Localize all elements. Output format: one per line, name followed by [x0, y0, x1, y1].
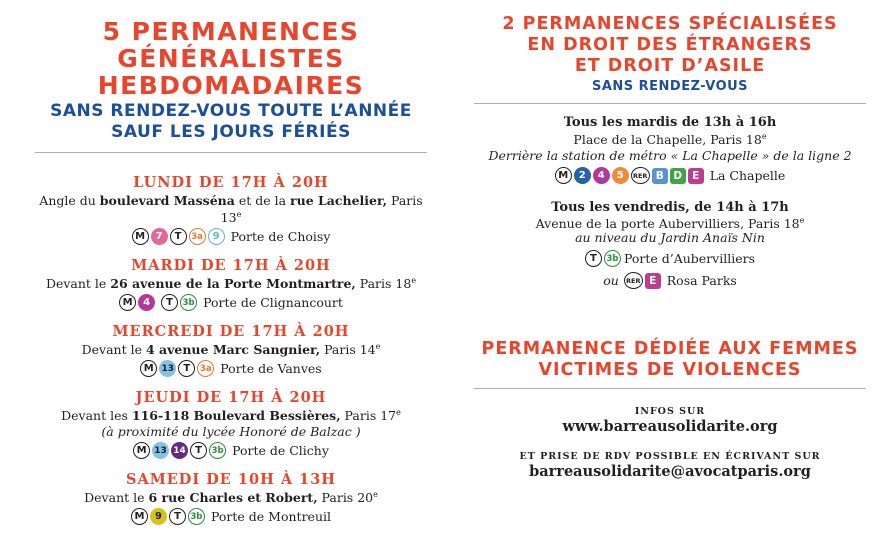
session-day: MARDI DE 17H À 20H — [131, 257, 331, 274]
tram-line-3a-icon: 3a — [197, 360, 214, 377]
address-street: 116-118 Boulevard Bessières, — [131, 408, 341, 423]
transit-info-alt — [474, 270, 866, 291]
place-text: Place de la Chapelle, Paris 18 — [573, 132, 762, 147]
address-city: Paris 17 — [340, 408, 397, 423]
station-name: La Chapelle — [709, 167, 786, 183]
address-text: et de la — [234, 193, 291, 208]
specialized-title-line-1: 2 PERMANENCES SPÉCIALISÉES — [502, 14, 838, 34]
address-street: 6 rue Charles et Robert, — [148, 490, 318, 505]
metro-icon: M — [132, 228, 149, 245]
rer-icon: RER — [624, 272, 643, 289]
session-address — [35, 192, 427, 226]
specialized-title-line-3: ET DROIT D’ASILE — [574, 56, 766, 76]
address-text: Devant le — [81, 342, 146, 357]
address-text: Angle du — [39, 193, 100, 208]
rer-e-icon: E — [645, 273, 661, 289]
arrondissement-suffix: e — [761, 131, 767, 141]
transit-info — [35, 226, 427, 247]
tram-icon: T — [585, 250, 602, 267]
arrondissement-suffix: e — [396, 407, 401, 417]
metro-line-4-icon: 4 — [593, 167, 610, 184]
address-street: 26 avenue de la Porte Montmartre, — [110, 276, 356, 291]
general-subtitle-line-2: SAUF LES JOURS FÉRIÉS — [111, 122, 351, 142]
address-text: Devant le — [45, 276, 111, 291]
metro-icon: M — [133, 442, 150, 459]
session-thursday — [35, 389, 427, 461]
station-name: Porte de Montreuil — [211, 508, 331, 524]
address-city: Paris 20 — [317, 490, 374, 505]
session-address — [35, 489, 427, 506]
specialized-title — [474, 14, 866, 77]
session-tuesday — [35, 257, 427, 313]
session-address — [35, 341, 427, 358]
tram-line-3b-icon: 3b — [180, 294, 197, 311]
general-subtitle — [35, 101, 427, 143]
rer-d-icon: D — [670, 168, 686, 184]
session-place — [474, 216, 866, 231]
tram-icon: T — [161, 294, 178, 311]
tram-icon: T — [170, 228, 187, 245]
general-permanences-section — [35, 0, 427, 527]
station-name: Porte d’Aubervilliers — [623, 250, 756, 266]
station-name: Rosa Parks — [666, 272, 737, 288]
session-when: Tous les vendredis, de 14h à 17h — [551, 200, 789, 215]
general-subtitle-line-1: SANS RENDEZ-VOUS TOUTE L’ANNÉE — [50, 101, 412, 121]
session-place — [474, 131, 866, 148]
tram-icon: T — [169, 508, 186, 525]
address-street-2: rue Lachelier, — [290, 193, 388, 208]
specialized-title-line-2: EN DROIT DES ÉTRANGERS — [527, 35, 813, 55]
women-title-line-1: PERMANENCE DÉDIÉE AUX FEMMES — [481, 339, 859, 359]
session-address — [35, 275, 427, 292]
tram-line-3b-icon: 3b — [209, 442, 226, 459]
arrondissement-suffix: e — [375, 341, 381, 351]
transit-info — [35, 440, 427, 461]
website-link[interactable]: www.barreausolidarite.org — [562, 418, 778, 435]
session-address — [35, 407, 427, 424]
divider — [35, 152, 427, 153]
general-title-line-1: 5 PERMANENCES — [102, 17, 360, 46]
session-day: JEUDI DE 17H À 20H — [135, 389, 327, 406]
transit-info — [35, 292, 427, 313]
transit-info — [35, 506, 427, 527]
transit-info — [35, 358, 427, 379]
general-title — [35, 18, 427, 99]
metro-line-13-icon: 13 — [159, 360, 176, 377]
metro-icon: M — [131, 508, 148, 525]
session-saturday — [35, 471, 427, 527]
station-name: Porte de Vanves — [220, 360, 322, 376]
metro-line-9-icon: 9 — [150, 508, 167, 525]
tram-icon: T — [190, 442, 207, 459]
tram-icon: T — [178, 360, 195, 377]
metro-line-14-icon: 14 — [171, 442, 188, 459]
general-title-line-3: HEBDOMADAIRES — [97, 71, 365, 100]
divider — [474, 103, 866, 104]
address-street: 4 avenue Marc Sangnier, — [145, 342, 321, 357]
metro-icon: M — [555, 167, 572, 184]
divider — [474, 388, 866, 389]
place-text: Avenue de la porte Aubervilliers, Paris 18 — [535, 216, 800, 231]
address-text: Devant les — [61, 408, 132, 423]
women-permanence-title — [474, 339, 866, 381]
address-text: Devant le — [84, 490, 149, 505]
transit-info — [474, 248, 866, 269]
arrondissement-suffix: e — [373, 489, 378, 499]
arrondissement-suffix: e — [411, 275, 417, 285]
station-name: Porte de Choisy — [230, 228, 331, 244]
address-city: Paris 18 — [355, 276, 412, 291]
arrondissement-suffix: e — [799, 215, 805, 225]
metro-icon: M — [119, 294, 136, 311]
station-name: Porte de Clichy — [232, 442, 329, 458]
tram-line-3a-icon: 3a — [189, 228, 206, 245]
email-link[interactable]: barreausolidarite@avocatparis.org — [529, 463, 811, 480]
metro-line-13-icon: 13 — [152, 442, 169, 459]
session-day: SAMEDI DE 10H À 13H — [125, 471, 336, 488]
women-title-line-2: VICTIMES DE VIOLENCES — [538, 360, 802, 380]
metro-icon: M — [140, 360, 157, 377]
or-text: ou — [603, 272, 619, 288]
tram-line-3b-icon: 3b — [604, 250, 621, 267]
arrondissement-suffix: e — [236, 209, 242, 219]
specialized-permanences-section — [474, 0, 866, 480]
rer-icon: RER — [631, 167, 650, 184]
session-day: LUNDI DE 17H À 20H — [133, 174, 329, 191]
metro-line-4-icon: 4 — [138, 294, 155, 311]
session-note: (à proximité du lycée Honoré de Balzac ) — [101, 424, 361, 439]
station-name: Porte de Clignancourt — [203, 294, 343, 310]
rer-b-icon: B — [652, 168, 668, 184]
rer-e-icon: E — [688, 168, 704, 184]
general-title-line-2: GÉNÉRALISTES — [117, 44, 345, 73]
metro-line-9-icon: 9 — [208, 228, 225, 245]
address-city: Paris 14 — [320, 342, 376, 357]
metro-line-5-icon: 5 — [612, 167, 629, 184]
specialized-subtitle: SANS RENDEZ-VOUS — [591, 79, 749, 94]
session-note: au niveau du Jardin Anaïs Nin — [575, 230, 765, 245]
address-city: Paris 13 — [220, 193, 423, 225]
session-tuesday-chapelle — [474, 114, 866, 186]
session-note: Derrière la station de métro « La Chapelle » de la ligne 2 — [488, 148, 852, 163]
infos-label: INFOS SUR — [634, 406, 706, 417]
address-street-1: boulevard Masséna — [99, 193, 235, 208]
metro-line-7-icon: 7 — [151, 228, 168, 245]
session-day: MERCREDI DE 17H À 20H — [112, 323, 350, 340]
transit-info — [474, 165, 866, 186]
metro-line-2-icon: 2 — [574, 167, 591, 184]
tram-line-3b-icon: 3b — [188, 508, 205, 525]
session-wednesday — [35, 323, 427, 379]
session-when: Tous les mardis de 13h à 16h — [563, 115, 777, 130]
session-monday — [35, 174, 427, 247]
rdv-label: ET PRISE DE RDV POSSIBLE EN ÉCRIVANT SUR — [519, 451, 821, 462]
session-friday-aubervilliers — [474, 199, 866, 291]
